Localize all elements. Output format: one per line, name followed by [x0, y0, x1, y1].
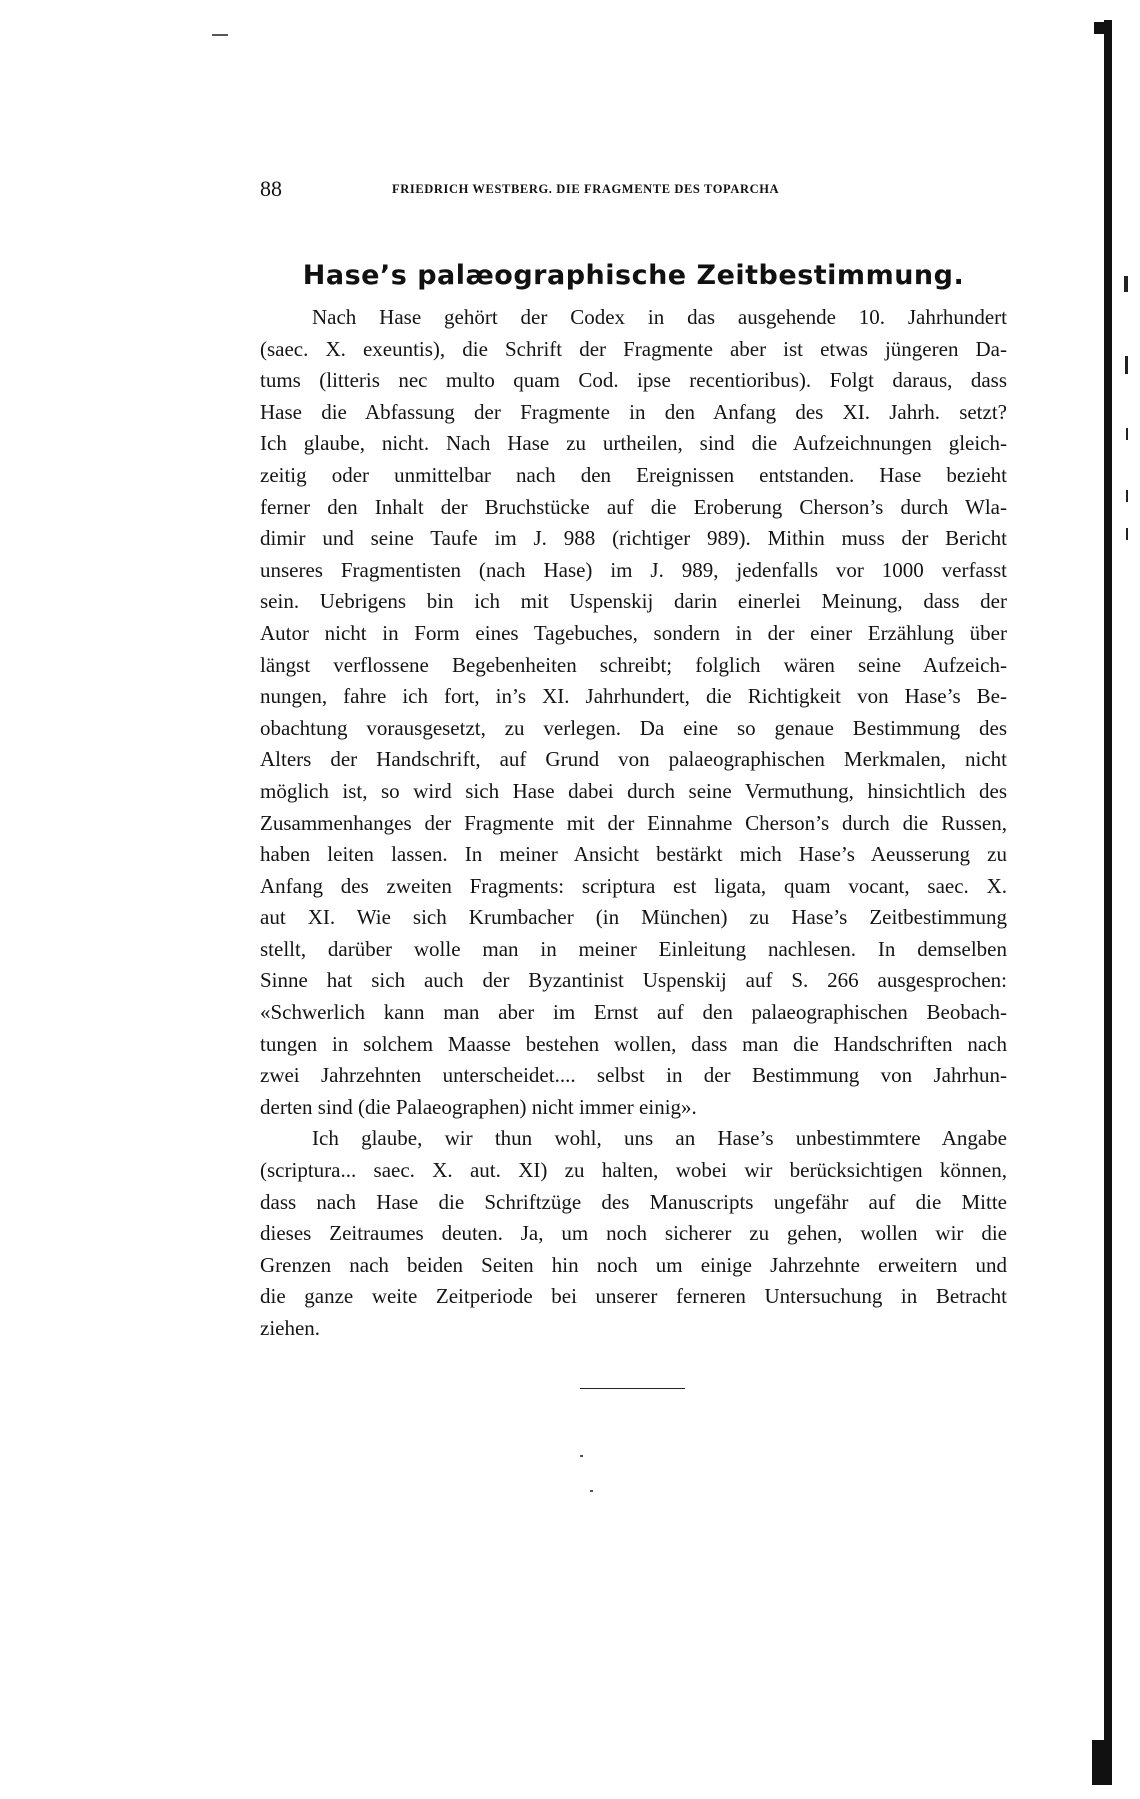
text-line: Anfang des zweiten Fragments: scriptura est ligata, quam vocant, saec. X. — [260, 873, 1007, 898]
text-line: unseres Fragmentisten (nach Hase) im J. 989, jedenfalls vor 1000 verfasst — [260, 557, 1007, 582]
text-line: zwei Jahrzehnten unterscheidet.... selbst in der Bestimmung von Jahrhun- — [260, 1063, 1007, 1088]
text-line: stellt, darüber wolle man in meiner Einleitung nachlesen. In demselben — [260, 936, 1007, 961]
edge-speck — [1125, 356, 1128, 374]
body-text — [260, 302, 1007, 1345]
text-line: Ich glaube, wir thun wohl, uns an Hase’s unbestimmtere Angabe — [312, 1126, 1007, 1151]
scan-dust — [580, 1455, 583, 1457]
edge-speck — [1126, 428, 1128, 440]
text-line: längst verflossene Begebenheiten schreibt; folglich wären seine Aufzeich- — [260, 652, 1007, 677]
paragraph-2 — [260, 1123, 1007, 1344]
text-line: Hase die Abfassung der Fragmente in den Anfang des XI. Jahrh. setzt? — [260, 399, 1007, 424]
text-line: Ich glaube, nicht. Nach Hase zu urtheilen, sind die Aufzeichnungen gleich- — [260, 431, 1007, 456]
text-line: zeitig oder unmittelbar nach den Ereignissen entstanden. Hase bezieht — [260, 462, 1007, 487]
text-line: dimir und seine Taufe im J. 988 (richtiger 989). Mithin muss der Bericht — [260, 526, 1007, 551]
text-line: tums (litteris nec multo quam Cod. ipse recentioribus). Folgt daraus, dass — [260, 368, 1007, 393]
text-line: dass nach Hase die Schriftzüge des Manuscripts ungefähr auf die Mitte — [260, 1189, 1007, 1214]
text-line: ferner den Inhalt der Bruchstücke auf die Eroberung Cherson’s durch Wla- — [260, 494, 1007, 519]
binding-edge-shadow — [1104, 20, 1112, 1785]
text-line: Alters der Handschrift, auf Grund von palaeographischen Merkmalen, nicht — [260, 747, 1007, 772]
text-line: die ganze weite Zeitperiode bei unserer ferneren Untersuchung in Betracht — [260, 1284, 1007, 1309]
text-line: sein. Uebrigens bin ich mit Uspenskij darin einerlei Meinung, dass der — [260, 589, 1007, 614]
paragraph-1 — [260, 302, 1007, 1123]
text-line: Grenzen nach beiden Seiten hin noch um einige Jahrzehnte erweitern und — [260, 1252, 1007, 1277]
text-line: obachtung vorausgesetzt, zu verlegen. Da eine so genaue Bestimmung des — [260, 715, 1007, 740]
text-line: Zusammenhanges der Fragmente mit der Einnahme Cherson’s durch die Russen, — [260, 810, 1007, 835]
text-line: tungen in solchem Maasse bestehen wollen, dass man die Handschriften nach — [260, 1031, 1007, 1056]
text-line: Sinne hat sich auch der Byzantinist Uspenskij auf S. 266 ausgesprochen: — [260, 968, 1007, 993]
scan-dust — [212, 34, 228, 36]
text-line: dieses Zeitraumes deuten. Ja, um noch sicherer zu gehen, wollen wir die — [260, 1221, 1007, 1246]
text-line: nungen, fahre ich fort, in’s XI. Jahrhundert, die Richtigkeit von Hase’s Be- — [260, 684, 1007, 709]
section-end-rule — [580, 1388, 685, 1389]
text-line: aut XI. Wie sich Krumbacher (in München) zu Hase’s Zeitbestimmung — [260, 905, 1007, 930]
edge-speck — [1124, 276, 1128, 292]
binding-edge-bottom-mark — [1092, 1740, 1110, 1785]
running-head: FRIEDRICH WESTBERG. DIE FRAGMENTE DES TOPARCHA — [392, 182, 780, 196]
page-number: 88 — [260, 176, 282, 201]
edge-speck — [1126, 528, 1128, 540]
text-line: «Schwerlich kann man aber im Ernst auf den palaeographischen Beobach- — [260, 1000, 1007, 1025]
text-line: möglich ist, so wird sich Hase dabei durch seine Vermuthung, hinsichtlich des — [260, 778, 1007, 803]
section-title: Hase’s palæographische Zeitbestimmung. — [302, 260, 965, 291]
binding-edge-top-mark — [1094, 22, 1110, 34]
text-line: (saec. X. exeuntis), die Schrift der Fragmente aber ist etwas jüngeren Da- — [260, 336, 1007, 361]
text-line: haben leiten lassen. In meiner Ansicht bestärkt mich Hase’s Aeusserung zu — [260, 842, 1007, 867]
text-line: (scriptura... saec. X. aut. XI) zu halten, wobei wir berücksichtigen können, — [260, 1158, 1007, 1183]
edge-speck — [1126, 490, 1128, 502]
scan-dust — [590, 1490, 593, 1492]
text-line: ziehen. — [260, 1316, 321, 1340]
text-line: derten sind (die Palaeographen) nicht immer einig». — [260, 1094, 697, 1119]
text-line: Autor nicht in Form eines Tagebuches, sondern in der einer Erzählung über — [260, 620, 1007, 645]
text-line: Nach Hase gehört der Codex in das ausgehende 10. Jahrhundert — [312, 305, 1007, 329]
